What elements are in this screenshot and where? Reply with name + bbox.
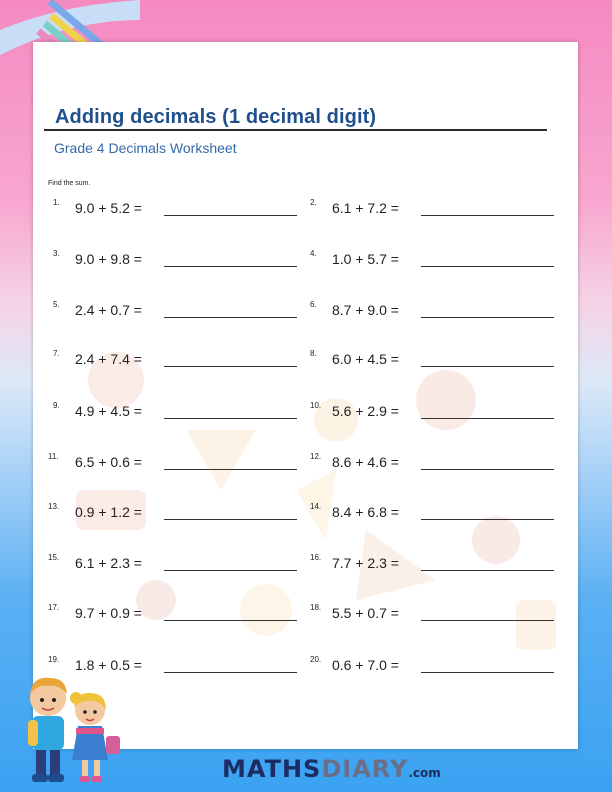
problem-4: [310, 248, 556, 270]
answer-line[interactable]: [164, 672, 297, 673]
answer-line[interactable]: [164, 215, 297, 216]
problem-10: [310, 400, 556, 422]
answer-line[interactable]: [421, 366, 554, 367]
answer-line[interactable]: [421, 317, 554, 318]
problem-14: [310, 501, 556, 523]
problem-number: 16.: [310, 553, 322, 562]
worksheet-title: Adding decimals (1 decimal digit): [55, 106, 377, 128]
problem-expression: 0.6 + 7.0 =: [332, 657, 399, 673]
problem-9: [53, 400, 299, 422]
problem-number: 9.: [53, 401, 60, 410]
problem-2: [310, 197, 556, 219]
mathsdiary-logo: [222, 755, 441, 785]
answer-line[interactable]: [421, 469, 554, 470]
problem-8: [310, 348, 556, 370]
title-underline: [44, 129, 547, 131]
problem-expression: 6.1 + 2.3 =: [75, 555, 142, 571]
answer-line[interactable]: [421, 418, 554, 419]
problem-number: 12.: [310, 452, 322, 461]
instruction-text: Find the sum.: [48, 180, 91, 187]
problem-expression: 0.9 + 1.2 =: [75, 504, 142, 520]
problem-11: [48, 451, 299, 473]
logo-maths: MATHS: [222, 755, 322, 783]
answer-line[interactable]: [164, 620, 297, 621]
problem-expression: 8.4 + 6.8 =: [332, 504, 399, 520]
problem-expression: 6.1 + 7.2 =: [332, 200, 399, 216]
problem-expression: 1.0 + 5.7 =: [332, 251, 399, 267]
problem-number: 18.: [310, 603, 322, 612]
worksheet-subtitle: Grade 4 Decimals Worksheet: [54, 140, 237, 156]
problem-expression: 9.7 + 0.9 =: [75, 605, 142, 621]
answer-line[interactable]: [164, 366, 297, 367]
problem-17: [48, 602, 299, 624]
problem-expression: 9.0 + 5.2 =: [75, 200, 142, 216]
answer-line[interactable]: [164, 266, 297, 267]
answer-line[interactable]: [421, 620, 554, 621]
answer-line[interactable]: [164, 469, 297, 470]
answer-line[interactable]: [421, 672, 554, 673]
problem-7: [53, 348, 299, 370]
problem-number: 7.: [53, 349, 60, 358]
problem-expression: 5.5 + 0.7 =: [332, 605, 399, 621]
logo-diary: DIARY: [321, 755, 409, 783]
problem-3: [53, 248, 299, 270]
problem-expression: 2.4 + 7.4 =: [75, 351, 142, 367]
logo-dotcom: .com: [408, 766, 441, 780]
answer-line[interactable]: [421, 266, 554, 267]
problem-expression: 5.6 + 2.9 =: [332, 403, 399, 419]
problem-expression: 7.7 + 2.3 =: [332, 555, 399, 571]
problem-number: 13.: [48, 502, 60, 511]
problem-expression: 9.0 + 9.8 =: [75, 251, 142, 267]
problem-expression: 6.5 + 0.6 =: [75, 454, 142, 470]
problem-number: 8.: [310, 349, 317, 358]
problem-6: [310, 299, 556, 321]
problem-number: 5.: [53, 300, 60, 309]
problem-5: [53, 299, 299, 321]
problem-expression: 6.0 + 4.5 =: [332, 351, 399, 367]
problem-15: [48, 552, 299, 574]
problem-number: 19.: [48, 655, 60, 664]
problem-expression: 8.7 + 9.0 =: [332, 302, 399, 318]
problem-number: 20.: [310, 655, 322, 664]
problem-1: [53, 197, 299, 219]
kids-illustration: [12, 672, 124, 788]
answer-line[interactable]: [421, 570, 554, 571]
problem-expression: 4.9 + 4.5 =: [75, 403, 142, 419]
answer-line[interactable]: [164, 418, 297, 419]
problem-12: [310, 451, 556, 473]
answer-line[interactable]: [421, 215, 554, 216]
problem-number: 6.: [310, 300, 317, 309]
problem-expression: 1.8 + 0.5 =: [75, 657, 142, 673]
problem-number: 2.: [310, 198, 317, 207]
problem-number: 15.: [48, 553, 60, 562]
answer-line[interactable]: [421, 519, 554, 520]
problem-18: [310, 602, 556, 624]
problem-number: 14.: [310, 502, 322, 511]
answer-line[interactable]: [164, 519, 297, 520]
problem-number: 11.: [48, 452, 59, 461]
problem-expression: 8.6 + 4.6 =: [332, 454, 399, 470]
problem-number: 4.: [310, 249, 317, 258]
problem-number: 3.: [53, 249, 60, 258]
problem-number: 1.: [53, 198, 60, 207]
answer-line[interactable]: [164, 570, 297, 571]
problem-expression: 2.4 + 0.7 =: [75, 302, 142, 318]
problem-20: [310, 654, 556, 676]
problem-number: 10.: [310, 401, 322, 410]
problem-number: 17.: [48, 603, 60, 612]
problem-13: [48, 501, 299, 523]
answer-line[interactable]: [164, 317, 297, 318]
problem-16: [310, 552, 556, 574]
